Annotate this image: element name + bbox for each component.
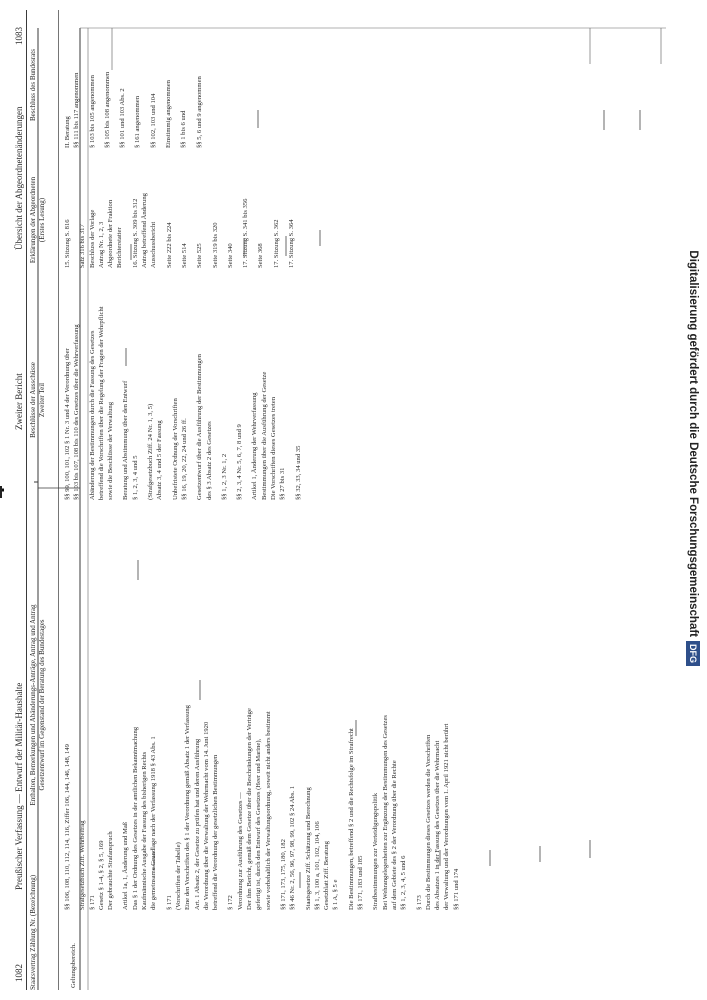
col4-line bbox=[126, 158, 131, 268]
col4-body bbox=[64, 158, 654, 268]
col3-head-text: Beschlüsse der Ausschüsse bbox=[29, 362, 37, 438]
col3-line: des § 3 Absatz 2 des Gesetzes bbox=[205, 421, 213, 500]
col5-line bbox=[128, 18, 133, 148]
col2-line: sowie vorbehaltlich der Verwaltungsordnung, soweit nicht anders bestimmt bbox=[264, 711, 272, 910]
col4-line bbox=[267, 158, 272, 268]
col2-line: Der ihm Bericht, gemäß dem Gesetze über die Beschränkungen der Verträge bbox=[246, 708, 254, 910]
col5-head-text: Beschluss des Bundesrats bbox=[29, 49, 37, 121]
col5-line bbox=[159, 18, 164, 148]
col4-line bbox=[221, 158, 226, 268]
col3-line: betreffend die Vorschriften über die Regelung der Fragen der Wehrpflicht bbox=[97, 306, 105, 500]
col4-line bbox=[175, 158, 180, 268]
col2-body bbox=[64, 510, 654, 910]
col2-line: Artikel 1a, 1, Änderung und Maß bbox=[122, 821, 130, 910]
col2-line: der Verwaltung und der Verordnungen vom 1. April 1921 nicht berührt bbox=[443, 723, 451, 910]
col5-line bbox=[83, 18, 88, 148]
col2-line: Der gebrauchte Strafanspruch bbox=[107, 831, 115, 910]
col6-sub-text: (Erstes Lesung) bbox=[38, 197, 46, 243]
col3-line: §§ 103 bis 107, 108 bis 110 des Gesetzes über die Wehrverfassung bbox=[73, 324, 81, 500]
col1-label: Geltungsbereich. bbox=[70, 943, 77, 988]
col2-line: Die Bestimmungen, betreffend § 2 und die Rechtsfolge im Strafrecht bbox=[347, 728, 355, 910]
col3-line: Beratung und Abstimmung über den Entwurf bbox=[122, 380, 130, 500]
col4-line: Antrag betreffend Änderung bbox=[141, 193, 149, 268]
col2-line: die gemeinsame Grundlage nach der Verfassung 1918 § 43 Abs. 1 bbox=[150, 736, 158, 910]
col5-line bbox=[98, 18, 103, 148]
col3-line bbox=[215, 280, 220, 500]
col4-line bbox=[160, 158, 165, 268]
col4-line: Berichterstatter bbox=[116, 227, 124, 268]
col5-line: § 103 bis 105 angenommen bbox=[88, 75, 96, 148]
col2-line bbox=[299, 510, 304, 910]
col4-line: Seite 319 bis 320 bbox=[211, 222, 219, 268]
col2-line: Gesetz § 1-4, § 2, § 5, 169 bbox=[97, 840, 105, 910]
col4-line: 17. Sitzung S. 364 bbox=[288, 219, 296, 268]
col2-line bbox=[410, 510, 415, 910]
col2-line: §§ 171, 173, 175, 180, 182 bbox=[279, 839, 287, 910]
col4-line bbox=[236, 158, 241, 268]
col5-line: §§ 5, 6 und 9 angenommen bbox=[195, 76, 203, 148]
header-right: Übersicht der Abgeordnetenänderungen bbox=[14, 106, 24, 250]
col3-line: §§ 32, 33, 34 und 35 bbox=[294, 445, 302, 500]
col3-line bbox=[141, 280, 146, 500]
col2-line: Strafgesetzbuch Ziff. Wehrbeitrag bbox=[79, 820, 87, 910]
col3-line bbox=[289, 280, 294, 500]
col2-line: auf dem Gebiete des § 2 der Verordnung über die Rechte bbox=[390, 760, 398, 910]
col4-line: 15. Sitzung S. 816 bbox=[64, 219, 71, 268]
col3-line: Die Vorschriften dieses Gesetzes treten bbox=[270, 396, 278, 500]
col2-subhead-text: Gesetzentwurf im Gegenstand der Beratung des Bundestages bbox=[38, 619, 46, 791]
col2-line: Eine den Vorschriften des § 1 der Verordnung gemäß Absatz 1 der Verfassung bbox=[184, 705, 192, 910]
col3-line: §§ 16, 19, 20, 22, 24 und 26 ff. bbox=[180, 418, 188, 500]
col2-line: Staatsgesetze Ziff. Schätzung und Berechnung bbox=[304, 787, 312, 910]
col2-line: § 172 bbox=[227, 895, 235, 910]
col2-line bbox=[221, 510, 226, 910]
col4-line bbox=[251, 158, 256, 268]
col5-head bbox=[29, 20, 38, 150]
col3-line: Abänderung der Bestimmungen durch die Fassung des Gesetzes bbox=[88, 330, 96, 500]
col2-head bbox=[29, 515, 47, 895]
col3-line: (Strafgesetzbuch Ziff. 24 Nr. 1, 3, 5) bbox=[147, 403, 155, 500]
col3-line bbox=[245, 280, 250, 500]
col3-line: §§ 1, 2, 3 Nr. 1, 2 bbox=[220, 453, 228, 500]
header-rule bbox=[26, 10, 27, 990]
dfg-text bbox=[683, 6, 703, 666]
col4-line: Ausschussbericht bbox=[150, 221, 158, 268]
col4-line: Satz 316 bis 317 bbox=[79, 224, 87, 268]
col5-line: §§ 111 bis 117 angenommen bbox=[73, 72, 81, 148]
header-center: Zweiter Bericht bbox=[14, 373, 24, 430]
col2-line: § 173 bbox=[415, 895, 423, 910]
col2-line: § 1 A, § 5 e bbox=[332, 879, 340, 910]
col3-line bbox=[116, 280, 121, 500]
page-number: 1082 bbox=[14, 964, 24, 982]
col5-line: §§ 102, 103 und 104 bbox=[149, 93, 157, 148]
col2-line: Durch die Bestimmungen dieses Gesetzes werden die Vorschriften bbox=[424, 734, 432, 910]
col3-line: Unbefristete Ordnung der Vorschriften bbox=[171, 398, 179, 500]
col4-line: 17. Sitzung S. 362 bbox=[272, 219, 280, 268]
col3-sub-text: Zweiter Teil bbox=[38, 382, 46, 418]
col2-line: des Absatzes 1 in der Fassung des Gesetzes über die Wehrmacht bbox=[434, 740, 442, 910]
col4-line: Seite 514 bbox=[180, 243, 188, 268]
col5-line bbox=[144, 18, 149, 148]
col4-line: 17. Sitzung S. 341 bis 356 bbox=[242, 198, 250, 268]
col2-line: §§ 1, 3, 100 a, 101, 102, 104, 106 bbox=[313, 821, 321, 910]
col2-line: betreffend die Verordnung der gesetzlichen Bestimmungen bbox=[212, 754, 220, 910]
col4-line: Seite 340 bbox=[226, 243, 234, 268]
col3-line: Artikel 1, Änderung der Wehrverfassung bbox=[251, 392, 259, 500]
page-header bbox=[12, 10, 26, 990]
col3-line: §§ 99, 100, 101, 102 § 1 Nr. 3 und 4 der Verordnung über bbox=[64, 348, 71, 500]
col5-line: § 161 angenommen bbox=[134, 95, 142, 148]
col4-line: Seite 525 bbox=[196, 243, 204, 268]
col3-line: Absatz 3, 4 und 5 der Fassung bbox=[156, 420, 164, 500]
col2-line bbox=[366, 510, 371, 910]
col3-line: Bestimmungen über die Ausführung der Gesetze bbox=[260, 371, 268, 500]
dfg-banner bbox=[683, 6, 703, 666]
col5-line: II. Beratung bbox=[64, 116, 71, 148]
col3-head bbox=[29, 300, 47, 500]
col3-line: § 1, 2, 3, 4 und 5 bbox=[131, 455, 139, 500]
col4-head bbox=[29, 170, 47, 270]
col3-line: sowie die Beschlüsse der Verwaltung bbox=[107, 401, 115, 500]
col3-line: §§ 27 bis 31 bbox=[279, 467, 287, 500]
col2-line: §§ 171, 183 und 185 bbox=[357, 855, 365, 910]
col2-line: (Vorschriften der Tabelle) bbox=[174, 842, 182, 910]
col2-line: §§ 171 und 174 bbox=[452, 868, 460, 910]
col3-line bbox=[166, 280, 171, 500]
col2-line: gefertigt ist, durch den Entwurf des Gesetzes (Heer und Marine), bbox=[255, 738, 263, 910]
col5-line: §§ 101 und 103 Abs. 2 bbox=[119, 88, 127, 148]
col3-line bbox=[230, 280, 235, 500]
col4-line: Antrag Nr. 1, 2, 3 bbox=[97, 221, 105, 268]
right-page-number: 1083 bbox=[14, 27, 24, 45]
col2-head-text: Enthalten, Bemerkungen und Abänderungs-Anträge, Antrag und Antrag bbox=[29, 604, 37, 806]
col2-line: § 171 bbox=[88, 895, 96, 910]
col4-line: Abgeordnete der Fraktion bbox=[107, 199, 115, 268]
col4-line bbox=[190, 158, 195, 268]
col4-line: Beschluss der Vorlage bbox=[88, 209, 96, 268]
col3-body bbox=[64, 280, 654, 500]
col3-line: Gesetzentwurf über die Ausführung der Bestimmungen bbox=[196, 354, 204, 500]
col2-line: §§ 1, 2, 3, 4, 5 und 6 bbox=[400, 855, 408, 910]
col2-line: Bei Wehrangelegenheiten zur Ergänzung der Bestimmungen des Gesetzes bbox=[381, 715, 389, 910]
col4-line: Seite 222 bis 224 bbox=[165, 222, 173, 268]
col4-line bbox=[206, 158, 211, 268]
col2-line: Verordnung zur Ausführung des Gesetzes — bbox=[236, 792, 244, 910]
col2-line: Art. 1 Absatz 2, der Gesetze zu prüfen hat und deren Ausführung bbox=[193, 738, 201, 910]
col5-line bbox=[113, 18, 118, 148]
col2-line: §§ 106, 108, 110, 112, 114, 116, Ziffer 106, 144, 146, 148, 149 bbox=[64, 744, 71, 910]
col4-line: Seite 368 bbox=[257, 243, 265, 268]
col2-line: Gesetzblatt Ziff. Beratung bbox=[323, 841, 331, 910]
col2-line bbox=[160, 510, 165, 910]
col4-line bbox=[282, 158, 287, 268]
col5-line: Einstimmig angenommen bbox=[165, 80, 173, 148]
col5-line: §§ 105 bis 108 angenommen bbox=[103, 71, 111, 148]
dfg-caption: Digitalisierung gefördert durch die Deutsche Forschungsgemeinschaft bbox=[687, 250, 699, 637]
col2-line: Kaufmännische Ausgabe der Fassung des bisherigen Rechts bbox=[141, 751, 149, 910]
dfg-logo: DFG bbox=[686, 641, 700, 666]
col3-line bbox=[83, 280, 88, 500]
col2-line bbox=[274, 510, 279, 910]
col2-line bbox=[342, 510, 347, 910]
col2-line bbox=[116, 510, 121, 910]
col5-line bbox=[174, 18, 179, 148]
header-left: Preußischer Verfassung — Entwurf der Militär-Haushalte bbox=[14, 682, 24, 890]
col2-line: Das § 1 der Ordnung des Gesetzes in der amtlichen Bekanntmachung bbox=[131, 726, 139, 910]
col5-body bbox=[64, 18, 654, 148]
col5-line bbox=[190, 18, 195, 148]
col1-head: Staatsvertrag Zählung Nr. (Bezeichnung) bbox=[29, 874, 37, 990]
col3-line: §§ 2, 3, 4 Nr. 5, 6, 7, 8 und 9 bbox=[236, 424, 244, 500]
column-head-rule bbox=[58, 10, 59, 990]
col2-line: die Verordnung über die Verwaltung der Wehrmacht vom 14. Juni 1920 bbox=[202, 721, 210, 910]
col2-line: § 171 bbox=[165, 895, 173, 910]
col4-line bbox=[73, 158, 78, 268]
col5-line: §§ 1 bis 6 und bbox=[180, 110, 188, 148]
col2-line bbox=[73, 510, 78, 910]
binding-mark bbox=[0, 486, 8, 498]
col2-line: §§ 46 Nr. 2, 56, 96, 97, 98, 99, 102 § 24 Abs. 1 bbox=[289, 785, 297, 910]
col3-line bbox=[190, 280, 195, 500]
col4-head-text: Erklärungen der Abgeordneten bbox=[29, 176, 37, 264]
col4-line: 16. Sitzung S. 309 bis 312 bbox=[131, 198, 139, 268]
col2-line: Strafbestimmungen zur Verteidigungspolitik bbox=[372, 792, 380, 910]
rotated-page bbox=[12, 10, 667, 990]
